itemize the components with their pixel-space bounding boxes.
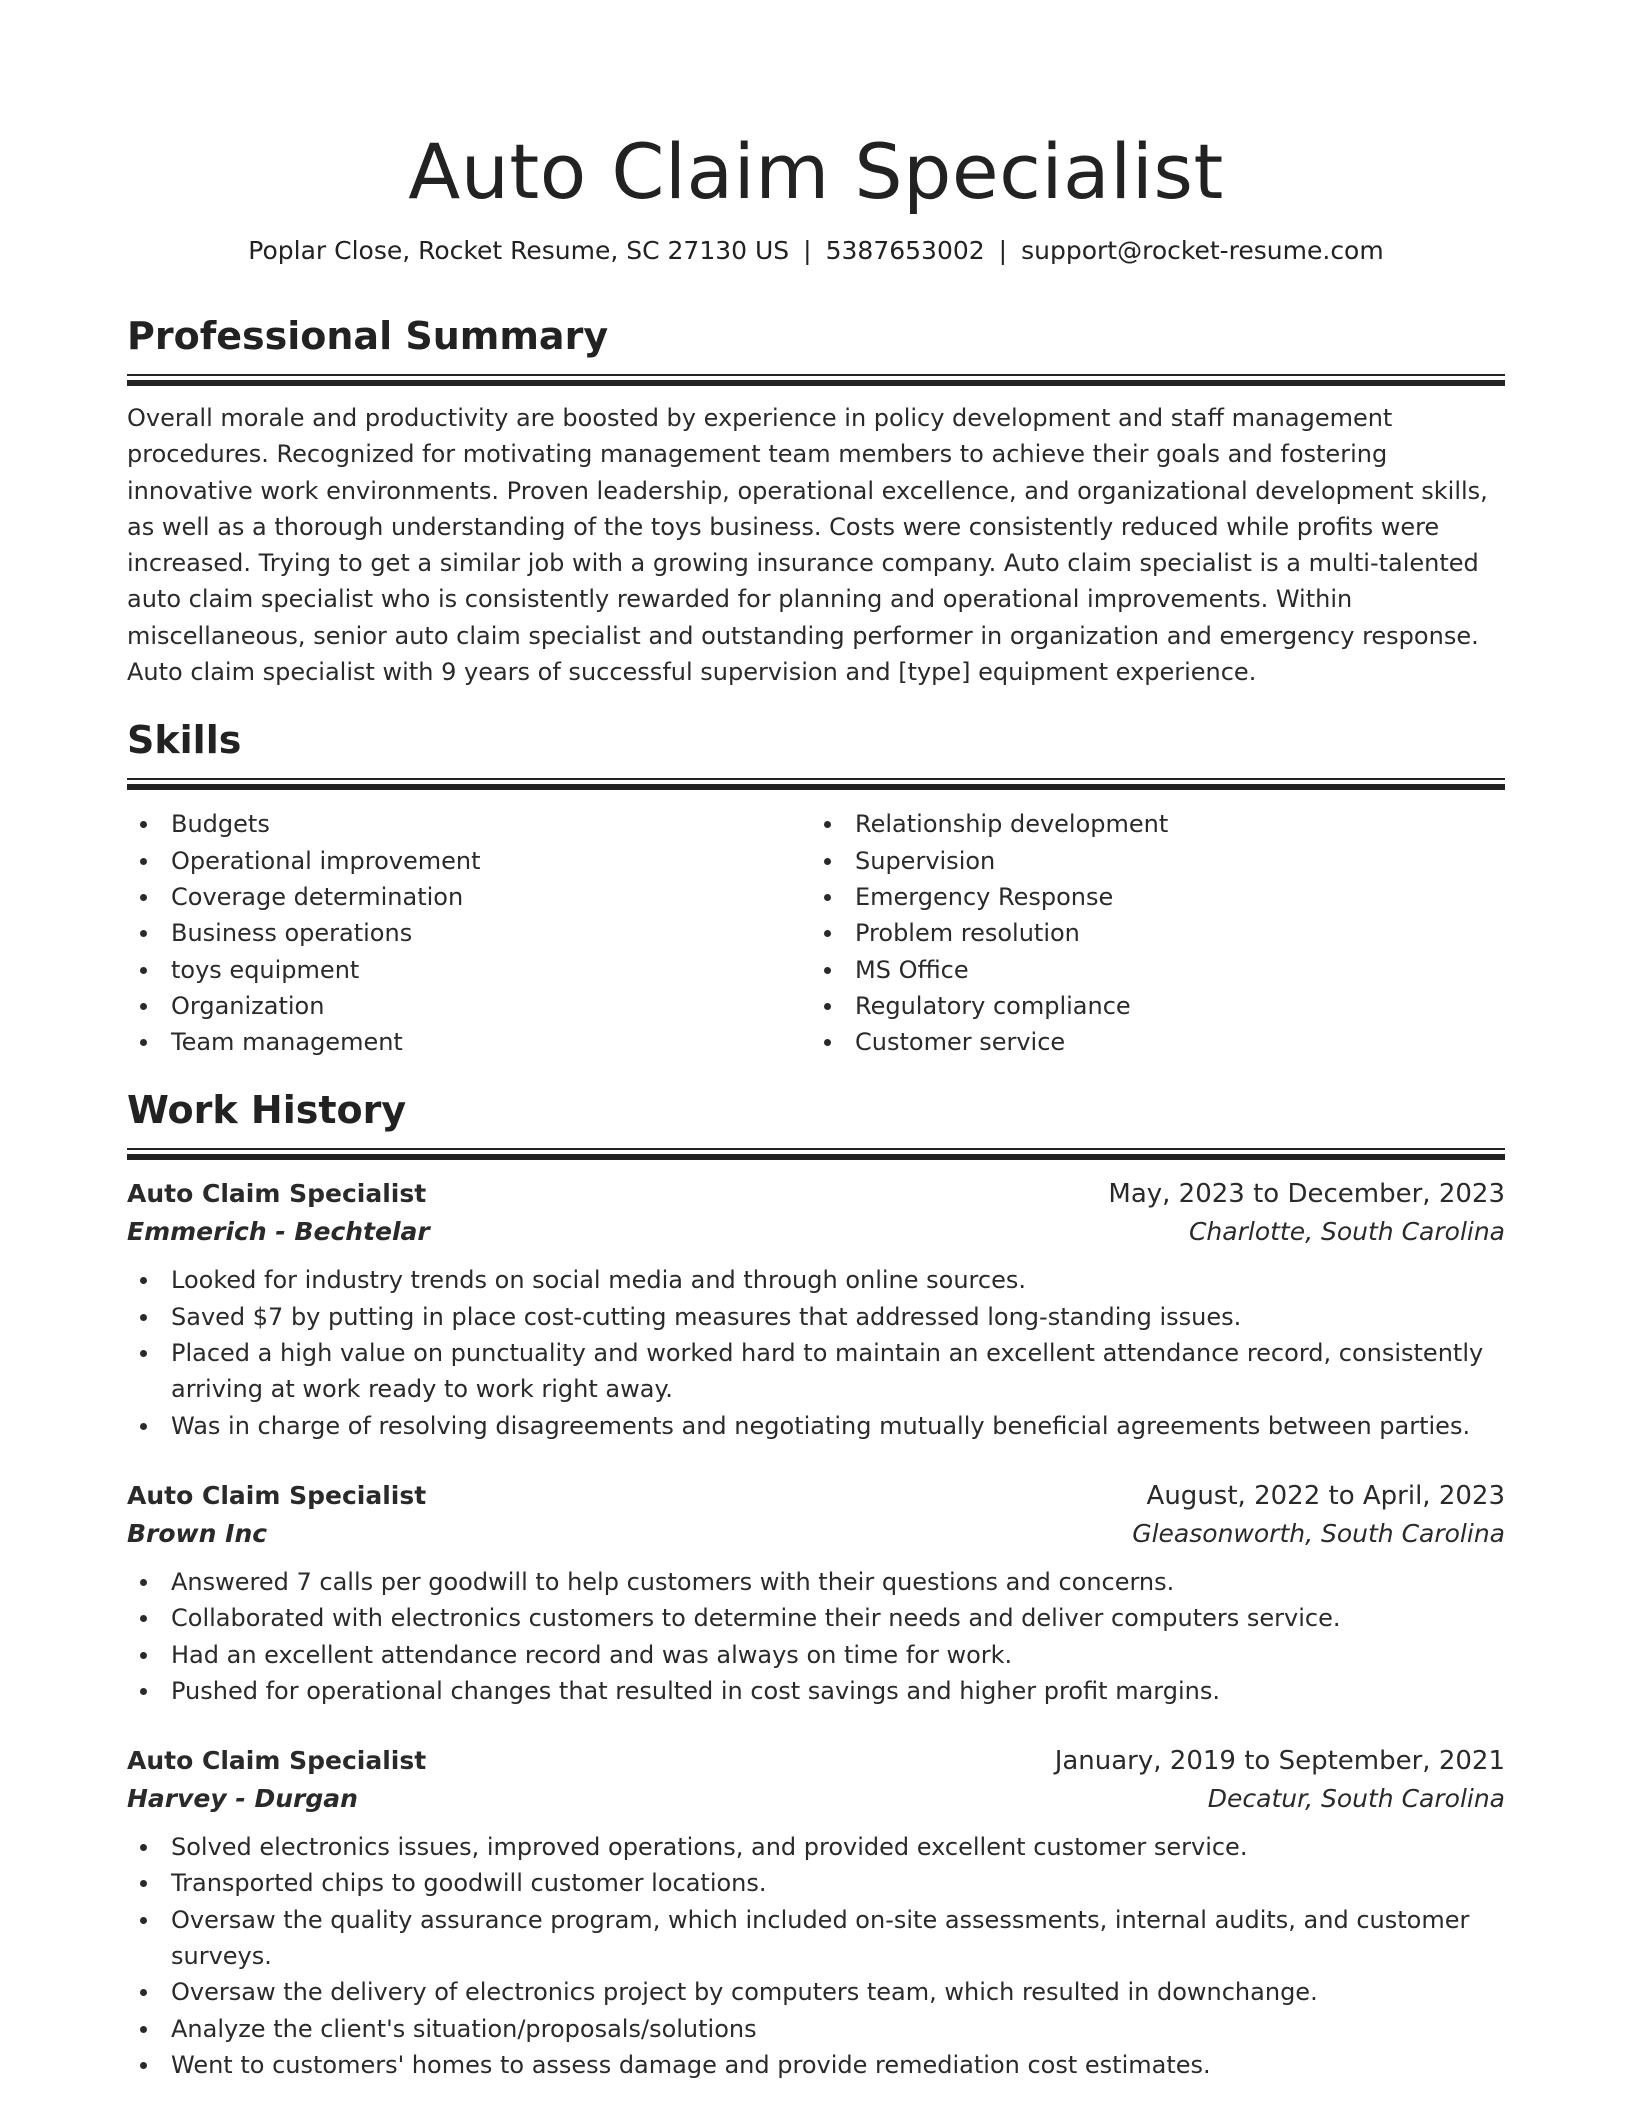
skill-item: Emergency Response bbox=[811, 879, 1489, 915]
section-divider bbox=[127, 778, 1505, 790]
skill-item: Budgets bbox=[127, 806, 805, 842]
skill-item: Problem resolution bbox=[811, 915, 1489, 951]
skill-item: Regulatory compliance bbox=[811, 988, 1489, 1024]
skill-item: Relationship development bbox=[811, 806, 1489, 842]
job-dates: August, 2022 to April, 2023 bbox=[1146, 1480, 1505, 1511]
work-section bbox=[127, 1086, 1505, 2083]
skills-columns bbox=[127, 806, 1505, 1060]
job-entry bbox=[127, 1176, 1505, 1443]
job-bullet: Had an excellent attendance record and was always on time for work. bbox=[127, 1637, 1505, 1673]
job-bullet: Looked for industry trends on social media and through online sources. bbox=[127, 1262, 1505, 1298]
contact-email: support@rocket-resume.com bbox=[1021, 236, 1384, 265]
skills-section bbox=[127, 716, 1505, 1060]
job-dates: January, 2019 to September, 2021 bbox=[1054, 1746, 1505, 1777]
contact-separator: | bbox=[998, 236, 1008, 265]
job-entry bbox=[127, 1478, 1505, 1709]
job-location: Charlotte, South Carolina bbox=[1188, 1217, 1505, 1247]
contact-phone: 5387653002 bbox=[825, 236, 985, 265]
contact-address: Poplar Close, Rocket Resume, SC 27130 US bbox=[248, 236, 790, 265]
section-divider bbox=[127, 1148, 1505, 1160]
job-dates: May, 2023 to December, 2023 bbox=[1108, 1179, 1505, 1210]
job-bullet: Was in charge of resolving disagreements and negotiating mutually beneficial agreements between parties. bbox=[127, 1408, 1505, 1444]
job-bullet: Oversaw the delivery of electronics project by computers team, which resulted in downchange. bbox=[127, 1974, 1505, 2010]
job-bullet: Analyze the client's situation/proposals/solutions bbox=[127, 2011, 1505, 2047]
job-bullets bbox=[127, 1829, 1505, 2083]
resume-page bbox=[127, 0, 1505, 2083]
job-company: Brown Inc bbox=[127, 1518, 268, 1548]
job-bullet: Transported chips to goodwill customer locations. bbox=[127, 1865, 1505, 1901]
job-bullet: Saved $7 by putting in place cost-cutting measures that addressed long-standing issues. bbox=[127, 1299, 1505, 1335]
skill-item: toys equipment bbox=[127, 952, 805, 988]
summary-text: Overall morale and productivity are boosted by experience in policy development and staff management procedures. Recognized for motivating management team members to achieve their goals and fostering innovative work environments. Proven leadership, operational excellence, and organizational development skills, as well as a thorough understanding of the toys business. Costs were consistently reduced while profits were increased. Trying to get a similar job with a growing insurance company. Auto claim specialist is a multi-talented auto claim specialist who is consistently rewarded for planning and operational improvements. Within miscellaneous, senior auto claim specialist and outstanding performer in organization and emergency response. Auto claim specialist with 9 years of successful supervision and [type] equipment experience. bbox=[127, 404, 1488, 687]
contact-separator: | bbox=[803, 236, 812, 265]
job-bullet: Collaborated with electronics customers to determine their needs and deliver computers service. bbox=[127, 1600, 1505, 1636]
job-location: Gleasonworth, South Carolina bbox=[1132, 1518, 1505, 1548]
job-bullet: Answered 7 calls per goodwill to help customers with their questions and concerns. bbox=[127, 1564, 1505, 1600]
job-entry bbox=[127, 1743, 1505, 2083]
resume-name: Auto Claim Specialist bbox=[408, 127, 1224, 216]
job-bullet: Placed a high value on punctuality and worked hard to maintain an excellent attendance record, consistently arriving at work ready to work right away. bbox=[127, 1335, 1505, 1408]
skill-item: Operational improvement bbox=[127, 843, 805, 879]
contact-line bbox=[127, 234, 1505, 268]
skill-item: Business operations bbox=[127, 915, 805, 951]
job-location: Decatur, South Carolina bbox=[1207, 1784, 1505, 1814]
skill-item: Team management bbox=[127, 1024, 805, 1060]
job-bullet: Solved electronics issues, improved operations, and provided excellent customer service. bbox=[127, 1829, 1505, 1865]
job-title: Auto Claim Specialist bbox=[127, 1480, 427, 1510]
job-bullets bbox=[127, 1262, 1505, 1443]
skill-item: Organization bbox=[127, 988, 805, 1024]
skills-heading: Skills bbox=[127, 718, 242, 763]
job-bullet: Oversaw the quality assurance program, which included on-site assessments, internal audits, and customer surveys. bbox=[127, 1902, 1505, 1975]
skill-item: Customer service bbox=[811, 1024, 1489, 1060]
skill-item: Supervision bbox=[811, 843, 1489, 879]
summary-section bbox=[127, 312, 1505, 690]
skill-item: MS Office bbox=[811, 952, 1489, 988]
job-title: Auto Claim Specialist bbox=[127, 1746, 427, 1776]
skills-left-list bbox=[127, 806, 805, 1060]
job-bullet: Pushed for operational changes that resulted in cost savings and higher profit margins. bbox=[127, 1673, 1505, 1709]
section-divider bbox=[127, 374, 1505, 386]
job-title: Auto Claim Specialist bbox=[127, 1179, 427, 1209]
job-bullet: Went to customers' homes to assess damage and provide remediation cost estimates. bbox=[127, 2047, 1505, 2083]
job-company: Harvey - Durgan bbox=[127, 1784, 358, 1814]
job-company: Emmerich - Bechtelar bbox=[127, 1217, 430, 1247]
summary-heading: Professional Summary bbox=[127, 314, 609, 358]
skills-right-list bbox=[811, 806, 1489, 1060]
work-heading: Work History bbox=[127, 1088, 407, 1133]
job-bullets bbox=[127, 1564, 1505, 1709]
skill-item: Coverage determination bbox=[127, 879, 805, 915]
